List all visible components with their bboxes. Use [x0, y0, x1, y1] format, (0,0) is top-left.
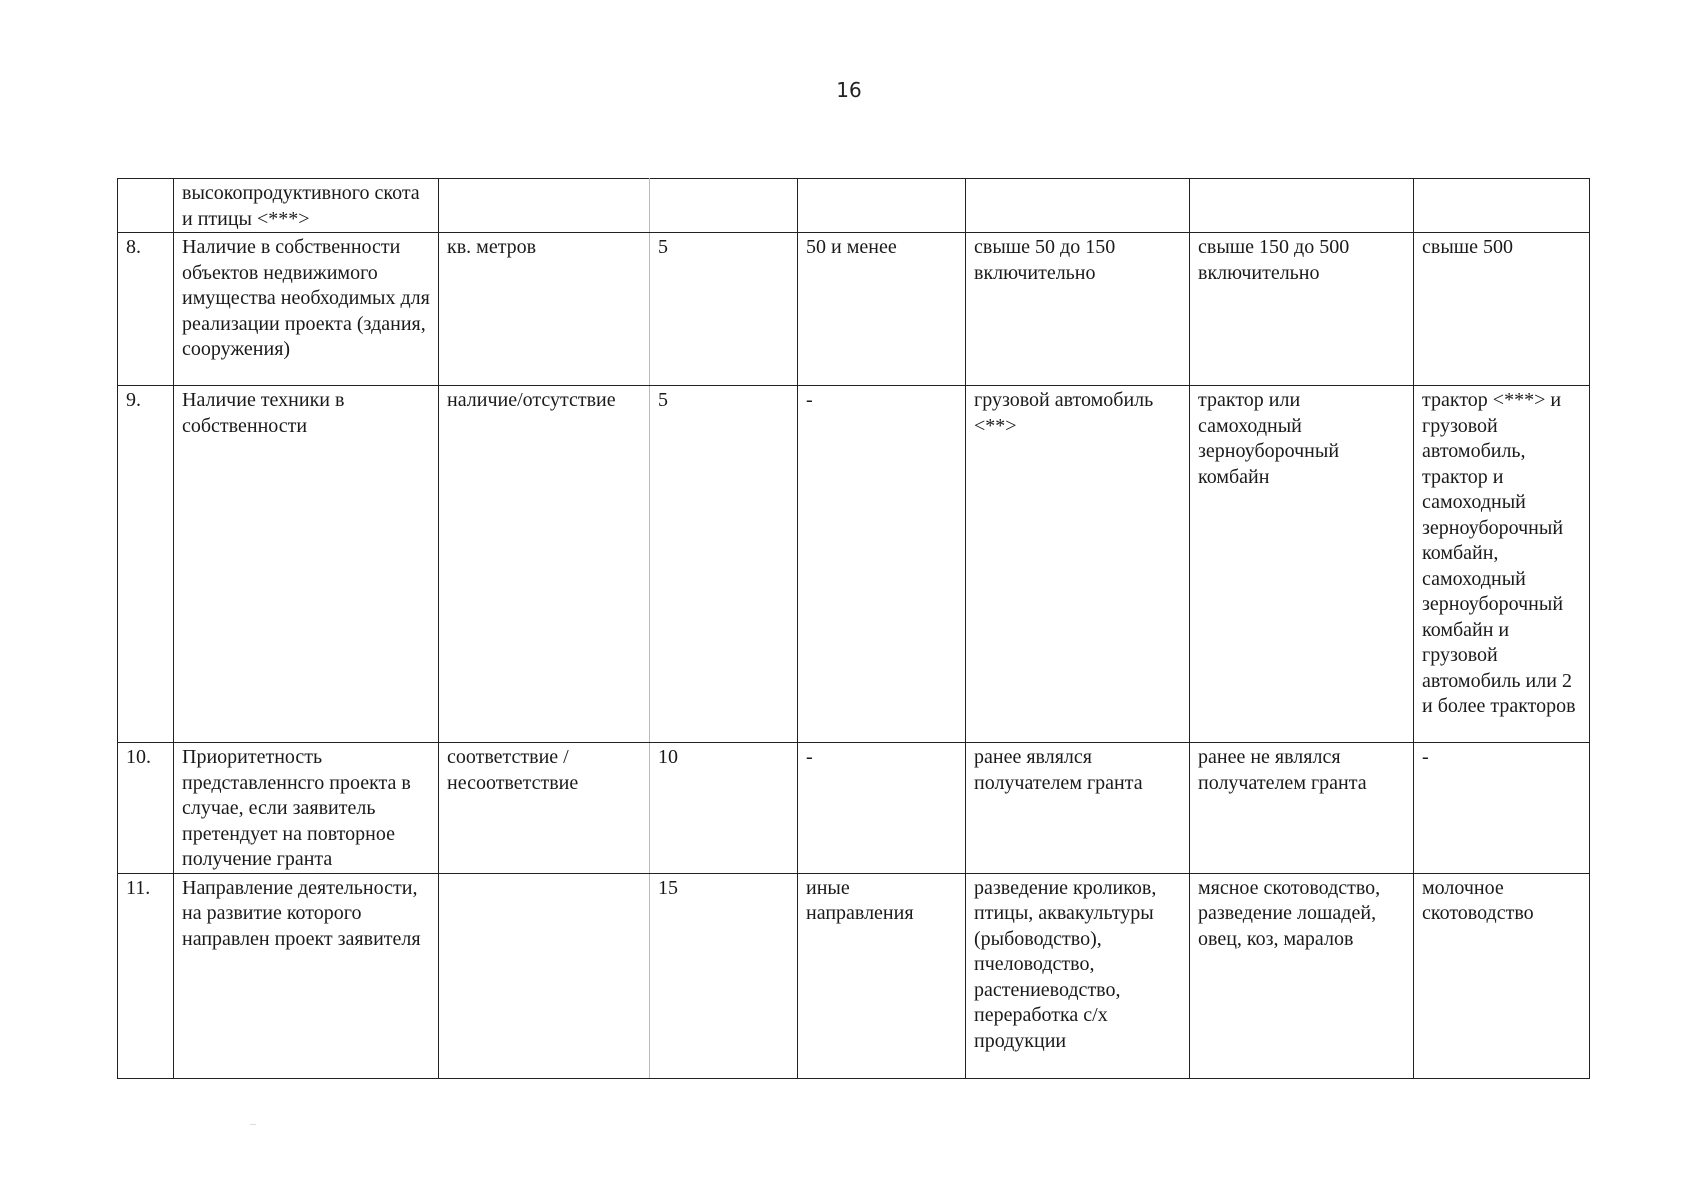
- score-cell: [1190, 179, 1414, 233]
- score-cell: трактор <***> и грузовой автомобиль, трактор и самоходный зерноуборочный комбайн, самоходный зерноуборочный комбайн и грузовой автомобиль или 2 и более тракторов: [1414, 386, 1590, 743]
- criterion-cell: Наличие в собственности объектов недвижимого имущества необходимых для реализации проекта (здания, сооружения): [174, 233, 439, 386]
- score-cell: мясное скотоводство, разведение лошадей, овец, коз, маралов: [1190, 873, 1414, 1078]
- page-number: 16: [836, 78, 862, 102]
- table-row: [118, 386, 1590, 743]
- score-cell: [1414, 179, 1590, 233]
- weight-cell: 5: [650, 386, 798, 743]
- score-cell: разведение кроликов, птицы, аквакультуры (рыбоводство), пчеловодство, растениеводство, переработка с/х продукции: [966, 873, 1190, 1078]
- weight-cell: [650, 179, 798, 233]
- table-row: [118, 179, 1590, 233]
- score-cell: -: [798, 386, 966, 743]
- table-row: [118, 233, 1590, 386]
- score-cell: иные направления: [798, 873, 966, 1078]
- unit-cell: соответствие / несоответствие: [439, 743, 650, 874]
- scan-artifact: [250, 1124, 256, 1125]
- score-cell: грузовой автомобиль <**>: [966, 386, 1190, 743]
- score-cell: молочное скотоводство: [1414, 873, 1590, 1078]
- score-cell: ранее не являлся получателем гранта: [1190, 743, 1414, 874]
- score-cell: свыше 50 до 150 включительно: [966, 233, 1190, 386]
- row-number: [118, 179, 174, 233]
- score-cell: свыше 150 до 500 включительно: [1190, 233, 1414, 386]
- score-cell: ранее являлся получателем гранта: [966, 743, 1190, 874]
- row-number: 8.: [118, 233, 174, 386]
- table-row: [118, 873, 1590, 1078]
- table-row: [118, 743, 1590, 874]
- score-cell: -: [1414, 743, 1590, 874]
- score-cell: 50 и менее: [798, 233, 966, 386]
- criterion-cell: Направление деятельности, на развитие которого направлен проект заявителя: [174, 873, 439, 1078]
- unit-cell: [439, 873, 650, 1078]
- criteria-table: [117, 178, 1590, 1079]
- unit-cell: кв. метров: [439, 233, 650, 386]
- row-number: 9.: [118, 386, 174, 743]
- weight-cell: 5: [650, 233, 798, 386]
- unit-cell: [439, 179, 650, 233]
- criterion-cell: Приоритетность представленнсго проекта в случае, если заявитель претендует на повторное получение гранта: [174, 743, 439, 874]
- criterion-cell: высокопродуктивного скота и птицы <***>: [174, 179, 439, 233]
- row-number: 11.: [118, 873, 174, 1078]
- row-number: 10.: [118, 743, 174, 874]
- score-cell: свыше 500: [1414, 233, 1590, 386]
- criterion-cell: Наличие техники в собственности: [174, 386, 439, 743]
- score-cell: трактор или самоходный зерноуборочный комбайн: [1190, 386, 1414, 743]
- weight-cell: 15: [650, 873, 798, 1078]
- unit-cell: наличие/отсутствие: [439, 386, 650, 743]
- weight-cell: 10: [650, 743, 798, 874]
- score-cell: -: [798, 743, 966, 874]
- score-cell: [966, 179, 1190, 233]
- score-cell: [798, 179, 966, 233]
